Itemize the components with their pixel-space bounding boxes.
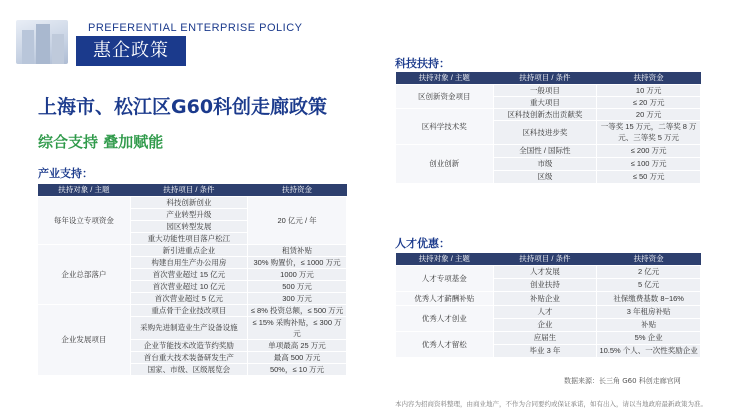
item-cell: 全国性 / 国际性 <box>493 144 597 157</box>
data-source-note: 数据来源：长三角 G60 科创走廊官网 <box>564 377 681 385</box>
item-cell: 国家、市级、区级展览会 <box>130 363 247 375</box>
fund-cell: 20 万元 <box>597 108 701 120</box>
fund-cell: 一等奖 15 万元，二等奖 8 万元、三等奖 5 万元 <box>597 120 701 144</box>
fund-cell: ≤ 8% 投资总额，≤ 500 万元 <box>248 304 347 316</box>
fund-cell: 补贴 <box>597 318 701 331</box>
fund-cell: 租赁补贴 <box>248 244 347 256</box>
fund-cell: 50%，≤ 10 万元 <box>248 363 347 375</box>
col-header-fund: 扶持资金 <box>597 253 701 265</box>
fund-cell: 2 亿元 <box>597 265 701 278</box>
industry-section-label: 产业支持： <box>38 167 93 180</box>
item-cell: 新引进重点企业 <box>130 244 247 256</box>
col-header-item: 扶持项目 / 条件 <box>493 253 597 265</box>
col-header-item: 扶持项目 / 条件 <box>130 184 247 196</box>
col-header-item: 扶持项目 / 条件 <box>493 72 597 84</box>
item-cell: 区级 <box>493 170 597 183</box>
group-name: 每年设立专项资金 <box>38 196 131 244</box>
item-cell: 市级 <box>493 157 597 170</box>
fund-cell: 单项最高 25 万元 <box>248 339 347 351</box>
col-header-fund: 扶持资金 <box>248 184 347 196</box>
table-row <box>396 265 701 278</box>
group-name: 优秀人才创业 <box>396 305 494 331</box>
table-row <box>38 196 347 208</box>
fund-cell: 社保缴费基数 8~16% <box>597 291 701 305</box>
fund-cell: 5% 企业 <box>597 331 701 344</box>
group-name: 优秀人才留松 <box>396 331 494 357</box>
col-header-fund: 扶持资金 <box>597 72 701 84</box>
item-cell: 重大项目 <box>493 96 597 108</box>
item-cell: 首次营业超过 10 亿元 <box>130 280 247 292</box>
fund-cell: 1000 万元 <box>248 268 347 280</box>
fund-cell: 300 万元 <box>248 292 347 304</box>
fund-cell: 500 万元 <box>248 280 347 292</box>
table-header-row <box>38 184 347 196</box>
item-cell: 应届生 <box>493 331 597 344</box>
fund-cell: 10.5% 个人、一次性奖励企业 <box>597 344 701 357</box>
table-row <box>396 331 701 344</box>
sub-title: 综合支持 叠加赋能 <box>38 133 164 151</box>
building-logo-image <box>16 20 68 64</box>
item-cell: 毕业 3 年 <box>493 344 597 357</box>
group-name: 优秀人才薪酬补贴 <box>396 291 494 305</box>
page-title: 惠企政策 <box>76 36 186 66</box>
table-row <box>38 304 347 316</box>
talent-support-table <box>395 253 701 358</box>
table-row <box>396 108 701 120</box>
item-cell: 产业转型升级 <box>130 208 247 220</box>
industry-support-table <box>37 184 347 376</box>
tech-support-table <box>395 72 701 184</box>
main-title: 上海市、松江区G60科创走廊政策 <box>38 96 328 118</box>
table-row <box>396 291 701 305</box>
item-cell: 首台重大技术装备研发生产 <box>130 351 247 363</box>
item-cell: 人才发展 <box>493 265 597 278</box>
english-title: PREFERENTIAL ENTERPRISE POLICY <box>88 22 303 34</box>
fund-cell: ≤ 20 万元 <box>597 96 701 108</box>
table-header-row <box>396 72 701 84</box>
item-cell: 重大功能性项目落户松江 <box>130 232 247 244</box>
fund-cell: 20 亿元 / 年 <box>248 196 347 244</box>
item-cell: 一般项目 <box>493 84 597 96</box>
fund-cell: ≤ 100 万元 <box>597 157 701 170</box>
col-header-target: 扶持对象 / 主题 <box>396 253 494 265</box>
item-cell: 企业 <box>493 318 597 331</box>
item-cell: 园区转型发展 <box>130 220 247 232</box>
group-name: 企业总部落户 <box>38 244 131 304</box>
table-row <box>38 244 347 256</box>
item-cell: 构建自用生产办公用房 <box>130 256 247 268</box>
fund-cell: ≤ 200 万元 <box>597 144 701 157</box>
item-cell: 区科技创新杰出贡献奖 <box>493 108 597 120</box>
group-name: 创业创新 <box>396 144 494 183</box>
table-row <box>396 84 701 96</box>
fund-cell: ≤ 50 万元 <box>597 170 701 183</box>
item-cell: 区科技进步奖 <box>493 120 597 144</box>
fund-cell: 最高 500 万元 <box>248 351 347 363</box>
tech-section-label: 科技扶持： <box>395 57 450 70</box>
table-row <box>396 305 701 318</box>
item-cell: 首次营业超过 15 亿元 <box>130 268 247 280</box>
fund-cell: 5 亿元 <box>597 278 701 291</box>
item-cell: 企业节能技术改造节约奖励 <box>130 339 247 351</box>
footer-disclaimer: 本内容为招商资料整理，由商业地产，不作为合同要约或保证承诺，如有出入，请以当地政府最新政策为准。 <box>395 400 707 408</box>
item-cell: 采购先进制造业生产设备设施 <box>130 316 247 339</box>
item-cell: 科技创新创业 <box>130 196 247 208</box>
fund-cell: 3 年租房补贴 <box>597 305 701 318</box>
group-name: 人才专项基金 <box>396 265 494 291</box>
group-name: 区创新资金项目 <box>396 84 494 108</box>
item-cell: 创业扶持 <box>493 278 597 291</box>
group-name: 区科学技术奖 <box>396 108 494 144</box>
col-header-target: 扶持对象 / 主题 <box>396 72 494 84</box>
talent-section-label: 人才优惠： <box>395 237 450 250</box>
col-header-target: 扶持对象 / 主题 <box>38 184 131 196</box>
item-cell: 补贴企业 <box>493 291 597 305</box>
group-name: 企业发展项目 <box>38 304 131 375</box>
table-row <box>396 144 701 157</box>
item-cell: 重点骨干企业技改项目 <box>130 304 247 316</box>
item-cell: 首次营业超过 5 亿元 <box>130 292 247 304</box>
fund-cell: 10 万元 <box>597 84 701 96</box>
table-header-row <box>396 253 701 265</box>
fund-cell: 30% 购置价，≤ 1000 万元 <box>248 256 347 268</box>
item-cell: 人才 <box>493 305 597 318</box>
fund-cell: ≤ 15% 采购补贴，≤ 300 万元 <box>248 316 347 339</box>
